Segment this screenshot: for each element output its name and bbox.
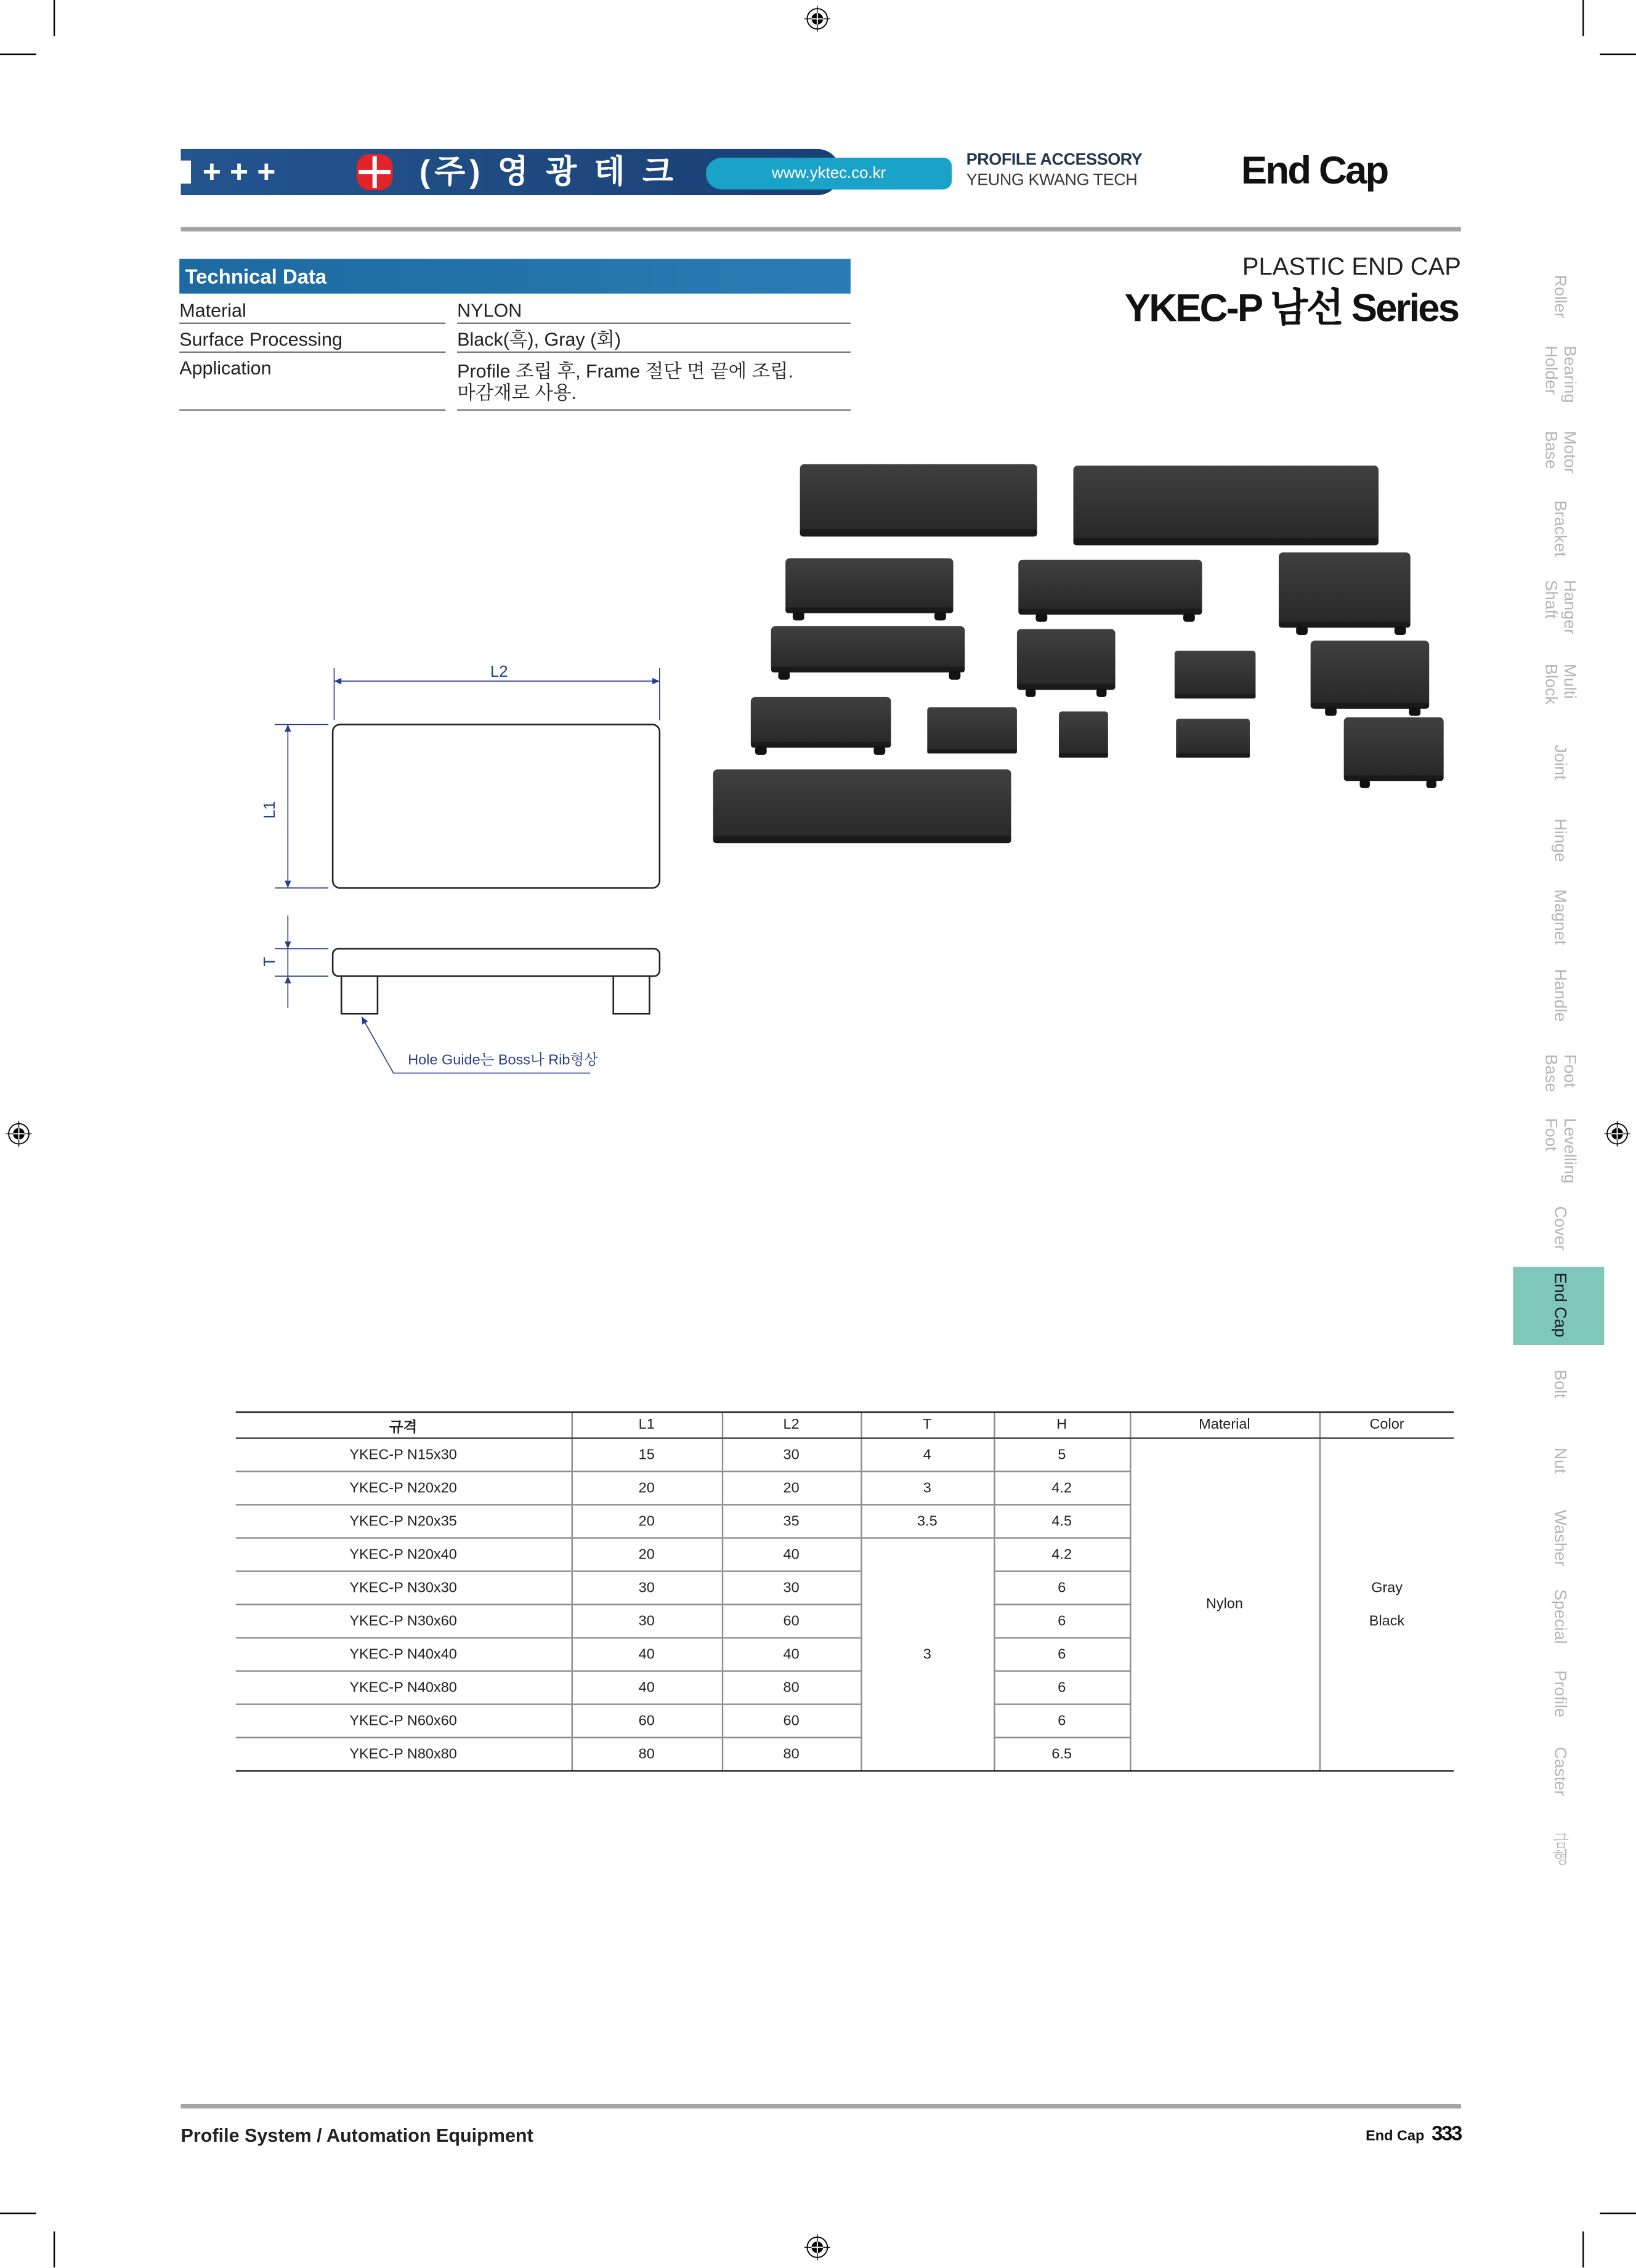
side-tab-label: 금형 [1550, 1832, 1568, 1866]
cell-t: 3 [861, 1471, 994, 1504]
row-divider [457, 410, 851, 411]
end-cap-photo-item [927, 707, 1017, 753]
cell-l2: 40 [722, 1638, 861, 1671]
end-cap-photo-item [1059, 711, 1108, 757]
side-tab-label: Hinge [1550, 818, 1568, 862]
cell-l1: 20 [572, 1505, 722, 1538]
cell-l1: 15 [572, 1438, 722, 1471]
side-tab-label: Special [1550, 1589, 1568, 1644]
registration-mark-icon [804, 6, 830, 31]
hole-guide-leg [341, 976, 378, 1014]
cell-l2: 60 [722, 1705, 861, 1738]
side-tab-label: End Cap [1550, 1273, 1568, 1338]
side-tab-label: Bolt [1550, 1368, 1568, 1398]
side-tab-label: Holder [1541, 345, 1559, 395]
side-tab-roller [1513, 257, 1604, 335]
tech-label-application: Application [179, 357, 272, 379]
tech-value-surface: Black(흑), Gray (회) [457, 328, 622, 350]
product-photo [709, 457, 1449, 850]
footer-publication: Profile System / Automation Equipment [180, 2124, 533, 2147]
t-label: T [261, 956, 279, 967]
plus-mark: +++ [202, 153, 285, 190]
header-spec: 규격 [236, 1412, 572, 1438]
spec-table-header-row [236, 1412, 1454, 1438]
side-tab-label: Block [1541, 664, 1559, 705]
side-tab-label: Shaft [1541, 579, 1559, 619]
side-tab-label: Motor [1560, 430, 1577, 473]
cell-h: 6 [994, 1605, 1130, 1638]
hole-guide-leg [614, 976, 650, 1014]
cell-model: YKEC-P N40x40 [236, 1638, 572, 1671]
end-cap-photo-item [1344, 717, 1444, 788]
end-cap-photo-item [800, 464, 1037, 536]
company-name: (주) 영 광 테 크 [419, 153, 678, 190]
cell-l1: 40 [572, 1671, 722, 1705]
side-tab-label: Base [1541, 430, 1559, 469]
row-divider [457, 323, 851, 324]
cell-h: 5 [994, 1438, 1130, 1471]
side-tab-label: Handle [1550, 968, 1568, 1022]
cell-l2: 30 [722, 1572, 861, 1605]
cell-l2: 60 [722, 1605, 861, 1638]
tech-label-material: Material [179, 299, 246, 321]
l2-label: L2 [490, 663, 508, 681]
tech-value-application-line1: Profile 조립 후, Frame 절단 면 끝에 조립. [457, 360, 794, 382]
cell-h: 6 [994, 1671, 1130, 1705]
end-cap-side-view [333, 949, 660, 977]
side-tab-label: Nut [1550, 1448, 1568, 1474]
side-tab-washer [1513, 1499, 1604, 1577]
side-tab-label: Roller [1550, 274, 1568, 318]
end-cap-photo-item [785, 558, 953, 620]
side-tab-profile [1513, 1655, 1604, 1732]
side-tab-end-cap-active [1513, 1267, 1604, 1344]
side-tab-label: Levelling [1560, 1117, 1577, 1184]
end-cap-photo-item [771, 626, 965, 680]
cell-l2: 30 [722, 1438, 861, 1471]
cell-l1: 20 [572, 1538, 722, 1572]
cell-model: YKEC-P N30x60 [236, 1605, 572, 1638]
cell-h: 6 [994, 1572, 1130, 1605]
cell-model: YKEC-P N60x60 [236, 1705, 572, 1738]
side-tab-label: Joint [1550, 744, 1568, 780]
end-cap-photo-item [1311, 640, 1430, 716]
row-divider [179, 410, 445, 411]
spec-table [236, 1411, 1454, 1772]
side-tab-foot-base [1513, 1034, 1604, 1112]
registration-mark-icon [1604, 1121, 1630, 1147]
header-material: Material [1130, 1412, 1319, 1438]
cell-h: 6 [994, 1705, 1130, 1738]
row-divider [457, 352, 851, 353]
brand-bar-notch [181, 161, 191, 184]
header-l2: L2 [722, 1412, 861, 1438]
section-title: End Cap [1241, 148, 1388, 193]
side-tab-label: Caster [1550, 1746, 1568, 1796]
header-l1: L1 [572, 1412, 722, 1438]
tech-value-material: NYLON [457, 299, 522, 321]
row-divider [179, 352, 445, 353]
color-option: Black [1369, 1613, 1405, 1629]
side-tab-hanger-shaft [1513, 568, 1604, 645]
side-tab-mold [1513, 1810, 1604, 1888]
side-tab-label: Foot [1541, 1117, 1559, 1151]
end-cap-photo-item [751, 697, 891, 755]
cell-l2: 80 [722, 1738, 861, 1771]
website-link[interactable]: www.yktec.co.kr [706, 158, 952, 190]
end-cap-photo-item [1074, 466, 1379, 545]
cell-h: 4.2 [994, 1538, 1130, 1572]
side-tab-levelling-foot [1513, 1112, 1604, 1189]
cell-color [1319, 1438, 1454, 1770]
end-cap-photo-item [1018, 560, 1202, 622]
cell-model: YKEC-P N80x80 [236, 1738, 572, 1771]
side-tab-cover [1513, 1189, 1604, 1267]
category-line-1: PROFILE ACCESSORY [966, 151, 1143, 169]
side-tab-label: Magnet [1550, 889, 1568, 945]
hole-guide-note: Hole Guide는 Boss나 Rib형상 [408, 1051, 598, 1068]
color-option: Gray [1371, 1580, 1403, 1596]
footer-section: End Cap [1366, 2128, 1425, 2145]
side-tab-bolt [1513, 1344, 1604, 1422]
header-h: H [994, 1412, 1130, 1438]
category-line-2: YEUNG KWANG TECH [966, 172, 1138, 190]
product-subtitle: PLASTIC END CAP [1242, 252, 1461, 281]
cell-t: 3.5 [861, 1505, 994, 1538]
end-cap-photo-item [1175, 651, 1256, 698]
cell-l1: 20 [572, 1471, 722, 1504]
cell-l1: 40 [572, 1638, 722, 1671]
side-tab-special [1513, 1577, 1604, 1655]
cell-model: YKEC-P N40x80 [236, 1671, 572, 1705]
cell-h: 4.5 [994, 1505, 1130, 1538]
header-t: T [861, 1412, 994, 1438]
header-divider [181, 227, 1461, 232]
cell-l2: 40 [722, 1538, 861, 1572]
side-tab-index [1513, 257, 1604, 1888]
crop-mark [1582, 2232, 1583, 2268]
footer-divider [181, 2104, 1461, 2109]
cell-model: YKEC-P N20x20 [236, 1471, 572, 1504]
tech-label-surface: Surface Processing [179, 328, 342, 350]
side-tab-label: Profile [1550, 1670, 1568, 1717]
side-tab-label: Bracket [1550, 501, 1568, 558]
side-tab-label: Hanger [1560, 579, 1577, 634]
registration-mark-icon [6, 1121, 31, 1147]
table-row [236, 1438, 1454, 1471]
end-cap-photo-item [1279, 552, 1411, 635]
side-tab-joint [1513, 723, 1604, 801]
end-cap-photo-item [1176, 719, 1250, 757]
side-tab-multi-block [1513, 645, 1604, 723]
cell-t: 4 [861, 1438, 994, 1471]
header-color: Color [1319, 1412, 1454, 1438]
side-tab-hinge [1513, 801, 1604, 879]
cell-l2: 35 [722, 1505, 861, 1538]
cell-model: YKEC-P N15x30 [236, 1438, 572, 1471]
technical-data-header: Technical Data [179, 259, 851, 293]
l1-label: L1 [261, 801, 279, 819]
crop-mark [1582, 0, 1583, 36]
side-tab-motor-base [1513, 413, 1604, 490]
side-tab-handle [1513, 956, 1604, 1034]
end-cap-top-view [333, 725, 660, 888]
cell-l1: 30 [572, 1605, 722, 1638]
cell-model: YKEC-P N30x30 [236, 1572, 572, 1605]
row-divider [179, 323, 445, 324]
side-tab-label: Washer [1550, 1510, 1568, 1567]
product-title: YKEC-P 남선 Series [1124, 286, 1459, 330]
side-tab-label: Cover [1550, 1205, 1568, 1251]
cell-l1: 30 [572, 1572, 722, 1605]
side-tab-magnet [1513, 879, 1604, 956]
side-tab-label: Base [1541, 1054, 1559, 1092]
cell-h: 6 [994, 1638, 1130, 1671]
cell-t-merged: 3 [861, 1538, 994, 1771]
cell-model: YKEC-P N20x40 [236, 1538, 572, 1572]
cell-l2: 80 [722, 1671, 861, 1705]
end-cap-photo-item [713, 769, 1011, 843]
side-tab-label: Bearing [1560, 345, 1577, 403]
cell-l1: 60 [572, 1705, 722, 1738]
side-tab-nut [1513, 1422, 1604, 1499]
cell-model: YKEC-P N20x35 [236, 1505, 572, 1538]
side-tab-bearing-holder [1513, 335, 1604, 413]
side-tab-label: Multi [1560, 664, 1577, 700]
side-tab-label: Foot [1560, 1054, 1577, 1088]
side-tab-caster [1513, 1733, 1604, 1810]
cell-material: Nylon [1130, 1438, 1319, 1770]
side-tab-bracket [1513, 490, 1604, 568]
dimension-drawing [246, 658, 680, 1092]
cell-h: 4.2 [994, 1471, 1130, 1504]
cell-l2: 20 [722, 1471, 861, 1504]
cell-l1: 80 [572, 1738, 722, 1771]
tech-value-application-line2: 마감재로 사용. [457, 381, 577, 404]
red-cross-logo-icon [356, 153, 394, 191]
end-cap-photo-item [1017, 629, 1116, 697]
page-number: 333 [1432, 2121, 1461, 2145]
footer-page-info [1366, 2121, 1461, 2147]
cell-h: 6.5 [994, 1738, 1130, 1771]
registration-mark-icon [804, 2234, 830, 2260]
